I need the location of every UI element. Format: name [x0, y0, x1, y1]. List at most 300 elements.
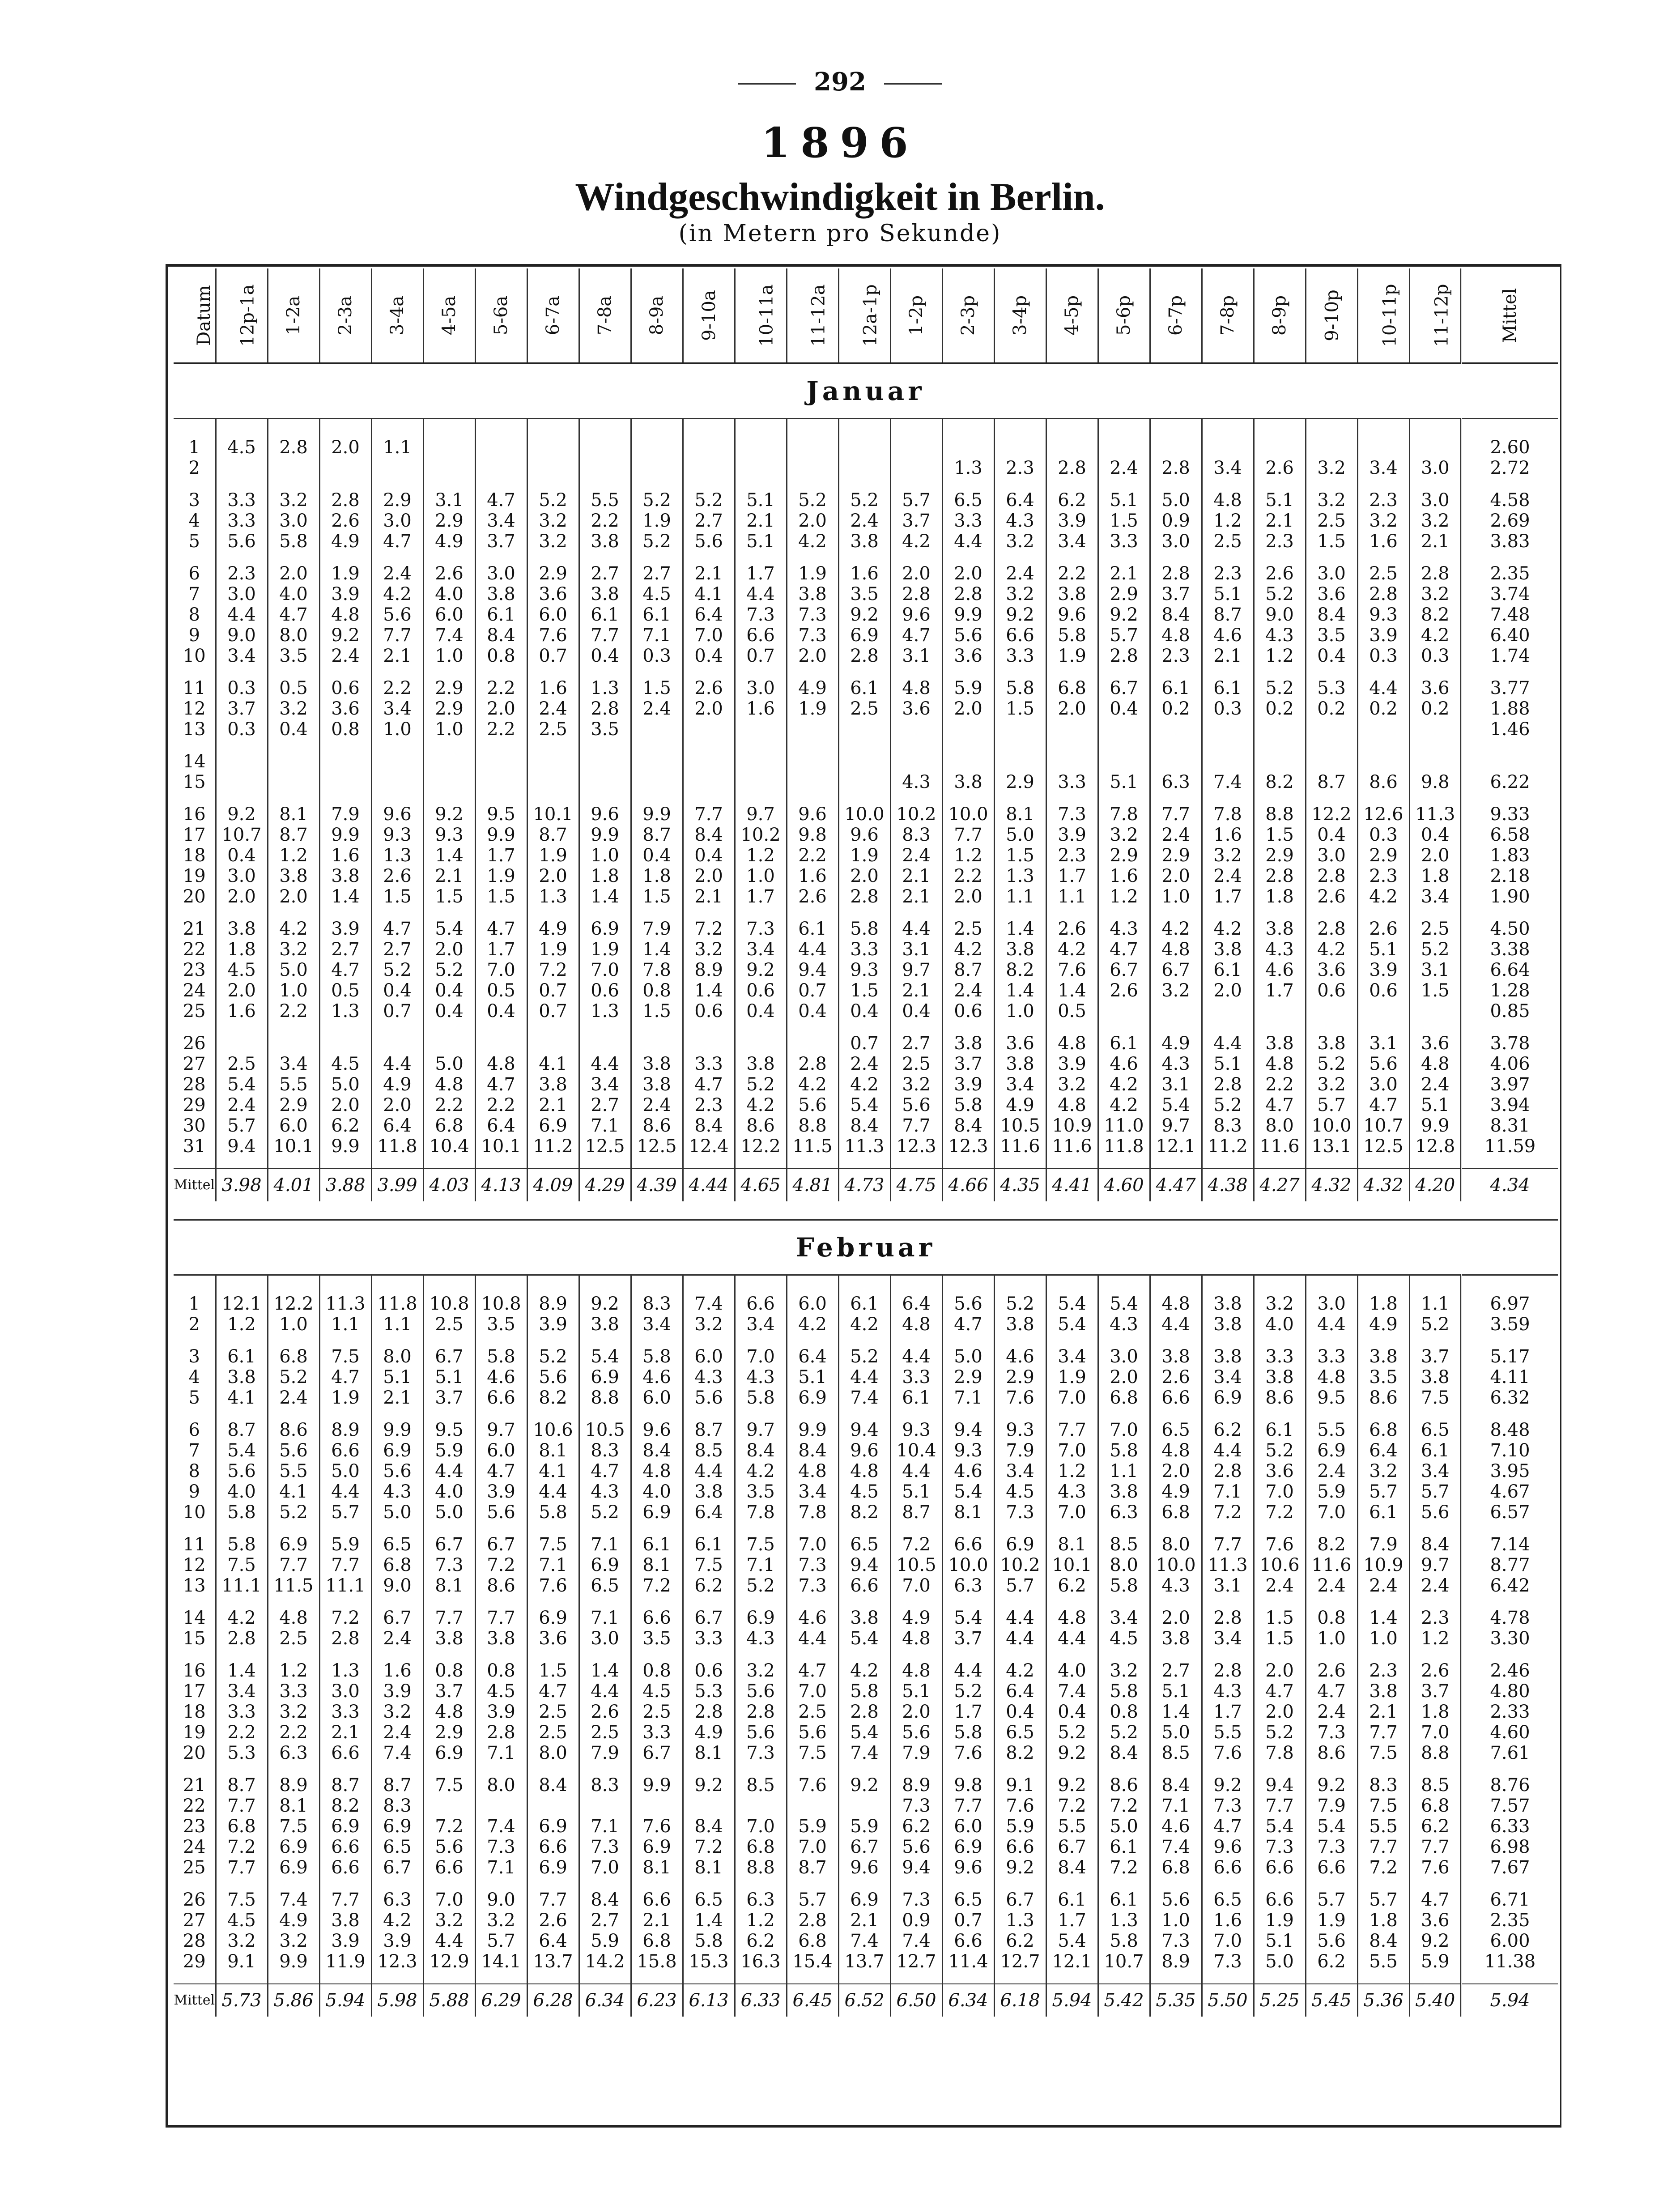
wind-speed-cell: 9.6 [1046, 604, 1098, 625]
wind-speed-cell: 5.2 [1306, 1054, 1357, 1074]
wind-speed-cell: 2.8 [1409, 563, 1461, 584]
column-header-mittel [1461, 268, 1558, 363]
wind-speed-cell: 1.0 [423, 646, 475, 666]
daily-mean-cell: 1.83 [1461, 845, 1558, 866]
wind-speed-cell: 2.9 [371, 490, 423, 511]
wind-speed-cell: 0.4 [890, 1001, 942, 1021]
wind-speed-cell: 5.0 [319, 1461, 371, 1481]
wind-speed-cell: 1.5 [1254, 1628, 1306, 1649]
wind-speed-cell: 10.7 [216, 825, 268, 845]
wind-speed-cell: 11.6 [994, 1136, 1046, 1157]
wind-speed-cell: 2.5 [1357, 563, 1409, 584]
daily-mean-cell: 4.78 [1461, 1608, 1558, 1628]
daily-mean-cell: 2.35 [1461, 1910, 1558, 1931]
wind-speed-cell [787, 458, 838, 478]
wind-speed-cell [371, 458, 423, 478]
wind-speed-cell: 10.8 [423, 1294, 475, 1314]
column-header-label: 3-4p [1010, 295, 1030, 336]
table-row [174, 751, 1558, 772]
wind-speed-cell: 8.9 [268, 1775, 319, 1796]
wind-speed-cell: 4.0 [216, 1481, 268, 1502]
wind-speed-cell: 2.9 [423, 698, 475, 719]
wind-speed-cell: 2.5 [579, 1722, 631, 1743]
wind-speed-cell: 5.4 [1046, 1314, 1098, 1335]
wind-speed-cell: 4.9 [890, 1608, 942, 1628]
wind-speed-cell: 0.4 [994, 1702, 1046, 1722]
wind-speed-cell: 4.8 [631, 1461, 683, 1481]
wind-speed-cell: 8.2 [838, 1502, 890, 1523]
mean-label: Mittel [174, 1169, 216, 1201]
wind-speed-cell: 2.4 [1306, 1702, 1357, 1722]
wind-speed-cell: 7.0 [579, 1857, 631, 1878]
wind-speed-cell: 3.2 [994, 584, 1046, 604]
wind-speed-cell: 5.5 [1357, 1816, 1409, 1837]
wind-speed-cell: 10.4 [423, 1136, 475, 1157]
hourly-mean-cell: 5.94 [319, 1984, 371, 2017]
wind-speed-cell: 7.7 [1254, 1796, 1306, 1816]
wind-speed-cell: 6.1 [1046, 1890, 1098, 1910]
wind-speed-cell: 6.3 [371, 1890, 423, 1910]
wind-speed-cell: 3.6 [1254, 1461, 1306, 1481]
wind-speed-cell: 7.4 [268, 1890, 319, 1910]
wind-speed-cell: 9.4 [942, 1420, 994, 1440]
wind-speed-cell: 5.7 [1306, 1890, 1357, 1910]
wind-speed-cell: 6.6 [994, 1837, 1046, 1857]
wind-speed-cell: 9.2 [1046, 1775, 1098, 1796]
wind-speed-cell: 2.8 [1306, 866, 1357, 886]
wind-speed-cell: 7.2 [1046, 1796, 1098, 1816]
gap-row [174, 1596, 1558, 1608]
wind-speed-cell [1202, 1001, 1254, 1021]
wind-speed-cell [423, 437, 475, 458]
wind-speed-cell [475, 751, 527, 772]
wind-speed-cell: 5.9 [319, 1534, 371, 1555]
wind-speed-cell: 8.3 [631, 1294, 683, 1314]
wind-speed-cell: 9.9 [579, 825, 631, 845]
wind-speed-cell: 7.4 [1046, 1681, 1098, 1702]
wind-speed-cell: 4.6 [1150, 1816, 1202, 1837]
wind-speed-cell: 4.3 [1046, 1481, 1098, 1502]
wind-speed-cell: 3.4 [1357, 458, 1409, 478]
wind-speed-cell: 0.6 [735, 980, 787, 1001]
daily-mean-cell: 7.10 [1461, 1440, 1558, 1461]
wind-speed-cell: 0.6 [319, 678, 371, 698]
day-cell: 16 [183, 804, 206, 825]
wind-speed-cell: 7.2 [423, 1816, 475, 1837]
hourly-mean-cell: 6.23 [631, 1984, 683, 2017]
wind-speed-cell: 0.4 [268, 719, 319, 740]
wind-speed-cell: 5.7 [1357, 1481, 1409, 1502]
wind-speed-cell: 4.4 [1357, 678, 1409, 698]
wind-speed-cell: 4.5 [994, 1481, 1046, 1502]
wind-speed-cell: 2.1 [838, 1910, 890, 1931]
wind-speed-cell: 4.2 [787, 1314, 838, 1335]
page-subtitle: (in Metern pro Sekunde) [678, 220, 1002, 247]
wind-speed-cell: 0.8 [475, 1660, 527, 1681]
wind-speed-cell: 1.7 [1202, 1702, 1254, 1722]
wind-speed-cell: 3.6 [1409, 1910, 1461, 1931]
wind-speed-cell: 10.9 [1046, 1115, 1098, 1136]
wind-speed-cell: 5.4 [1046, 1294, 1098, 1314]
wind-speed-cell: 2.4 [371, 1628, 423, 1649]
wind-speed-cell: 2.0 [371, 1095, 423, 1115]
wind-speed-cell: 10.1 [527, 804, 579, 825]
column-header-hour [631, 268, 683, 363]
wind-speed-cell: 4.5 [216, 1910, 268, 1931]
wind-speed-cell: 12.9 [423, 1951, 475, 1972]
wind-speed-cell: 8.6 [475, 1575, 527, 1596]
wind-speed-cell: 9.2 [1202, 1775, 1254, 1796]
wind-speed-cell: 2.0 [1150, 1461, 1202, 1481]
wind-speed-cell: 2.3 [1202, 563, 1254, 584]
day-cell: 29 [183, 1095, 206, 1115]
wind-speed-cell: 5.2 [527, 490, 579, 511]
wind-speed-cell: 4.8 [1150, 1440, 1202, 1461]
wind-speed-cell: 6.8 [371, 1555, 423, 1575]
wind-speed-cell: 7.9 [890, 1743, 942, 1763]
daily-mean-cell: 0.85 [1461, 1001, 1558, 1021]
wind-speed-cell: 6.7 [423, 1534, 475, 1555]
wind-speed-cell: 2.2 [268, 1001, 319, 1021]
wind-speed-cell: 2.4 [319, 646, 371, 666]
wind-speed-cell: 0.7 [735, 646, 787, 666]
wind-speed-cell: 6.5 [838, 1534, 890, 1555]
wind-speed-cell: 5.8 [838, 919, 890, 939]
wind-speed-cell: 4.4 [890, 919, 942, 939]
wind-speed-cell: 4.7 [371, 919, 423, 939]
wind-speed-cell: 7.7 [1357, 1837, 1409, 1857]
wind-speed-cell: 6.7 [371, 1608, 423, 1628]
wind-speed-cell: 5.4 [942, 1481, 994, 1502]
wind-speed-cell: 10.4 [890, 1440, 942, 1461]
wind-speed-cell: 2.4 [1254, 1575, 1306, 1596]
table-body [174, 363, 1558, 2017]
wind-speed-cell: 3.0 [371, 511, 423, 531]
daily-mean-cell: 7.48 [1461, 604, 1558, 625]
wind-speed-cell: 8.0 [1098, 1555, 1150, 1575]
wind-speed-cell: 1.3 [942, 458, 994, 478]
wind-speed-cell: 8.1 [994, 804, 1046, 825]
wind-speed-cell [631, 1796, 683, 1816]
wind-speed-cell: 4.2 [890, 531, 942, 552]
table-row [174, 960, 1558, 980]
wind-speed-cell: 1.9 [527, 939, 579, 960]
wind-speed-cell: 2.4 [216, 1095, 268, 1115]
wind-speed-cell: 4.8 [423, 1702, 475, 1722]
wind-speed-cell: 0.2 [1150, 698, 1202, 719]
daily-mean-cell: 6.32 [1461, 1387, 1558, 1408]
wind-speed-cell: 2.4 [1306, 1575, 1357, 1596]
wind-speed-cell: 1.1 [371, 1314, 423, 1335]
wind-speed-cell: 5.6 [683, 531, 735, 552]
wind-speed-cell: 8.3 [1357, 1775, 1409, 1796]
hourly-mean-cell: 5.50 [1202, 1984, 1254, 2017]
wind-speed-cell: 6.6 [319, 1837, 371, 1857]
wind-speed-cell: 9.2 [423, 804, 475, 825]
wind-speed-cell: 3.0 [579, 1628, 631, 1649]
wind-speed-cell: 0.4 [1409, 825, 1461, 845]
wind-speed-cell [890, 458, 942, 478]
table-row [174, 1033, 1558, 1054]
wind-speed-cell: 3.3 [216, 511, 268, 531]
wind-speed-cell: 7.1 [579, 1816, 631, 1837]
wind-speed-cell: 6.9 [527, 1608, 579, 1628]
wind-speed-cell: 8.4 [1306, 604, 1357, 625]
wind-speed-cell [1098, 437, 1150, 458]
wind-speed-cell: 1.0 [735, 866, 787, 886]
wind-speed-cell: 9.5 [475, 804, 527, 825]
wind-speed-cell: 2.1 [735, 511, 787, 531]
wind-speed-cell: 7.2 [631, 1575, 683, 1596]
wind-speed-cell: 4.2 [735, 1095, 787, 1115]
wind-speed-cell: 7.3 [890, 1890, 942, 1910]
wind-speed-cell: 6.8 [268, 1346, 319, 1367]
wind-speed-cell: 8.6 [1357, 772, 1409, 792]
wind-speed-cell: 6.0 [527, 604, 579, 625]
wind-speed-cell: 1.0 [579, 845, 631, 866]
wind-speed-cell: 3.6 [1306, 584, 1357, 604]
daily-mean-cell: 4.11 [1461, 1367, 1558, 1387]
daily-mean-cell: 11.38 [1461, 1951, 1558, 1972]
wind-speed-cell: 4.8 [890, 678, 942, 698]
wind-speed-cell: 3.0 [475, 563, 527, 584]
wind-speed-cell: 8.8 [579, 1387, 631, 1408]
daily-mean-cell: 1.90 [1461, 886, 1558, 907]
wind-speed-cell: 5.2 [838, 490, 890, 511]
wind-speed-cell: 5.1 [423, 1367, 475, 1387]
wind-speed-cell: 6.6 [631, 1890, 683, 1910]
wind-speed-cell: 2.4 [1150, 825, 1202, 845]
wind-speed-cell: 0.9 [890, 1910, 942, 1931]
hourly-mean-cell: 6.18 [994, 1984, 1046, 2017]
wind-speed-cell: 1.5 [1306, 531, 1357, 552]
wind-speed-cell: 8.6 [1254, 1387, 1306, 1408]
wind-speed-cell: 8.1 [942, 1502, 994, 1523]
wind-speed-cell: 7.4 [683, 1294, 735, 1314]
wind-speed-cell: 11.1 [216, 1575, 268, 1596]
wind-speed-cell: 12.2 [268, 1294, 319, 1314]
wind-speed-cell: 3.7 [942, 1054, 994, 1074]
daily-mean-cell: 2.18 [1461, 866, 1558, 886]
wind-speed-cell: 3.4 [1409, 886, 1461, 907]
gap-row [174, 1157, 1558, 1169]
wind-speed-cell: 6.6 [1150, 1387, 1202, 1408]
wind-speed-cell: 4.7 [683, 1074, 735, 1095]
wind-speed-cell: 7.4 [1202, 772, 1254, 792]
wind-speed-cell: 5.0 [319, 1074, 371, 1095]
hourly-mean-cell: 3.88 [319, 1169, 371, 1201]
wind-speed-cell: 6.2 [1046, 490, 1098, 511]
wind-speed-cell: 5.3 [1306, 678, 1357, 698]
day-cell: 4 [188, 511, 200, 531]
wind-speed-cell: 9.4 [838, 1555, 890, 1575]
wind-speed-cell: 9.2 [1098, 604, 1150, 625]
wind-speed-cell: 4.6 [787, 1608, 838, 1628]
hourly-mean-cell: 5.94 [1046, 1984, 1098, 2017]
wind-speed-cell: 0.2 [1409, 698, 1461, 719]
wind-speed-cell: 2.1 [371, 1387, 423, 1408]
day-cell: 6 [188, 1420, 200, 1440]
daily-mean-cell [1461, 751, 1558, 772]
daily-mean-cell: 6.22 [1461, 772, 1558, 792]
wind-speed-cell: 2.9 [942, 1367, 994, 1387]
wind-speed-cell: 2.9 [423, 678, 475, 698]
wind-speed-cell: 3.3 [1046, 772, 1098, 792]
wind-speed-cell: 7.2 [1254, 1502, 1306, 1523]
wind-speed-cell: 7.2 [683, 1837, 735, 1857]
wind-speed-cell: 5.2 [579, 1502, 631, 1523]
wind-speed-cell: 9.2 [994, 1857, 1046, 1878]
wind-speed-cell [579, 751, 631, 772]
wind-speed-cell: 6.9 [423, 1743, 475, 1763]
wind-speed-cell: 2.0 [423, 939, 475, 960]
wind-speed-cell: 1.2 [735, 845, 787, 866]
wind-speed-cell: 7.3 [735, 604, 787, 625]
wind-speed-cell: 1.2 [1202, 511, 1254, 531]
wind-speed-cell: 1.1 [994, 886, 1046, 907]
daily-mean-cell: 7.67 [1461, 1857, 1558, 1878]
wind-speed-cell: 1.5 [631, 886, 683, 907]
wind-speed-cell: 8.3 [1202, 1115, 1254, 1136]
table-row [174, 1095, 1558, 1115]
wind-speed-cell: 10.5 [579, 1420, 631, 1440]
column-header-label: 6-7a [542, 295, 563, 336]
column-header-hour [787, 268, 838, 363]
page-number-line [0, 67, 1680, 97]
hourly-mean-cell: 4.65 [735, 1169, 787, 1201]
wind-speed-cell: 9.4 [838, 1420, 890, 1440]
wind-speed-cell [838, 458, 890, 478]
wind-speed-cell: 8.4 [1357, 1931, 1409, 1951]
wind-speed-cell: 9.3 [1357, 604, 1409, 625]
day-cell: 9 [188, 1481, 200, 1502]
column-header-label: 12a-1p [860, 284, 881, 347]
wind-speed-cell: 9.8 [787, 825, 838, 845]
wind-speed-cell: 3.2 [1409, 511, 1461, 531]
wind-speed-cell: 7.4 [1150, 1837, 1202, 1857]
hourly-mean-cell: 4.01 [268, 1169, 319, 1201]
wind-speed-cell: 4.8 [1202, 490, 1254, 511]
wind-speed-cell: 5.3 [216, 1743, 268, 1763]
wind-speed-cell: 10.1 [268, 1136, 319, 1157]
wind-speed-cell: 0.7 [527, 646, 579, 666]
wind-speed-cell: 8.5 [683, 1440, 735, 1461]
wind-speed-cell: 4.4 [735, 584, 787, 604]
wind-speed-cell: 2.9 [994, 772, 1046, 792]
wind-speed-cell: 6.5 [371, 1534, 423, 1555]
wind-speed-cell: 4.2 [216, 1608, 268, 1628]
wind-speed-cell: 4.7 [475, 490, 527, 511]
wind-speed-cell: 3.8 [683, 1481, 735, 1502]
column-header-hour [371, 268, 423, 363]
wind-speed-cell: 7.0 [579, 960, 631, 980]
wind-speed-cell: 4.7 [475, 1074, 527, 1095]
table-row [174, 1743, 1558, 1763]
wind-speed-cell: 6.1 [838, 1294, 890, 1314]
day-cell: 26 [183, 1890, 206, 1910]
wind-speed-cell: 6.8 [423, 1115, 475, 1136]
wind-speed-cell: 10.7 [1357, 1115, 1409, 1136]
wind-speed-cell: 4.2 [787, 531, 838, 552]
wind-speed-cell: 10.0 [1150, 1555, 1202, 1575]
wind-speed-cell [787, 772, 838, 792]
wind-speed-cell [1409, 437, 1461, 458]
wind-speed-cell [423, 1796, 475, 1816]
wind-speed-cell [579, 458, 631, 478]
wind-speed-cell: 5.7 [1357, 1890, 1409, 1910]
wind-speed-cell: 7.5 [1409, 1387, 1461, 1408]
wind-speed-cell [371, 1033, 423, 1054]
wind-speed-cell: 9.6 [838, 825, 890, 845]
wind-speed-cell: 1.5 [994, 698, 1046, 719]
wind-speed-cell: 2.6 [1306, 886, 1357, 907]
wind-speed-cell: 2.6 [579, 1702, 631, 1722]
wind-speed-cell: 5.8 [1098, 1681, 1150, 1702]
column-header-hour [319, 268, 371, 363]
wind-speed-cell: 2.8 [1357, 584, 1409, 604]
wind-speed-cell: 10.2 [735, 825, 787, 845]
wind-speed-cell: 6.9 [268, 1857, 319, 1878]
column-header-hour [683, 268, 735, 363]
wind-speed-cell: 5.1 [735, 531, 787, 552]
wind-speed-cell: 0.3 [631, 646, 683, 666]
gap-row [174, 1649, 1558, 1660]
hourly-mean-cell: 5.42 [1098, 1984, 1150, 2017]
wind-speed-cell: 13.7 [527, 1951, 579, 1972]
wind-speed-cell: 6.2 [319, 1115, 371, 1136]
wind-speed-cell: 2.5 [423, 1314, 475, 1335]
wind-speed-cell: 1.8 [1409, 866, 1461, 886]
wind-speed-cell: 14.1 [475, 1951, 527, 1972]
wind-speed-cell: 7.3 [1202, 1951, 1254, 1972]
wind-speed-cell: 4.9 [787, 678, 838, 698]
wind-speed-cell: 1.5 [631, 678, 683, 698]
wind-speed-cell: 6.0 [475, 1440, 527, 1461]
wind-speed-cell: 2.5 [268, 1628, 319, 1649]
daily-mean-cell: 6.40 [1461, 625, 1558, 646]
wind-speed-cell: 8.3 [371, 1796, 423, 1816]
wind-speed-cell: 2.4 [890, 845, 942, 866]
wind-speed-cell: 6.3 [268, 1743, 319, 1763]
day-cell: 14 [183, 1608, 206, 1628]
wind-speed-cell: 11.6 [1254, 1136, 1306, 1157]
wind-speed-cell: 1.9 [787, 563, 838, 584]
wind-speed-cell: 2.4 [838, 1054, 890, 1074]
hourly-mean-cell: 6.34 [579, 1984, 631, 2017]
wind-speed-cell: 9.3 [371, 825, 423, 845]
wind-speed-cell: 0.7 [371, 1001, 423, 1021]
wind-speed-cell: 2.9 [423, 511, 475, 531]
wind-speed-cell: 1.6 [1098, 866, 1150, 886]
wind-speed-cell: 2.6 [683, 678, 735, 698]
wind-speed-cell [1409, 751, 1461, 772]
wind-speed-cell: 2.3 [1254, 531, 1306, 552]
column-header-label: 9-10a [698, 290, 719, 341]
table-row [174, 1628, 1558, 1649]
wind-speed-cell: 2.9 [1098, 584, 1150, 604]
wind-speed-cell: 4.8 [268, 1608, 319, 1628]
wind-speed-cell [475, 437, 527, 458]
table-row [174, 804, 1558, 825]
column-header-label: 7-8a [594, 295, 615, 336]
wind-speed-cell: 2.8 [787, 1910, 838, 1931]
wind-speed-cell [1098, 1001, 1150, 1021]
wind-speed-cell: 8.0 [371, 1346, 423, 1367]
wind-speed-cell: 5.6 [1306, 1931, 1357, 1951]
wind-speed-cell: 5.2 [527, 1346, 579, 1367]
wind-speed-cell: 6.1 [838, 678, 890, 698]
wind-speed-cell: 1.9 [838, 845, 890, 866]
